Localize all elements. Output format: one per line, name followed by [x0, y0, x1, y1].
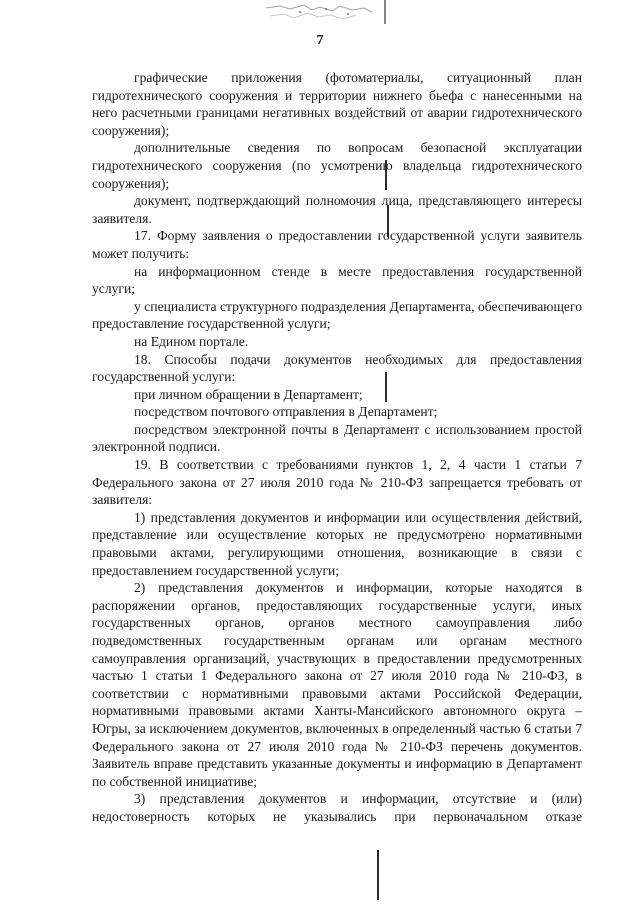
document-body — [92, 69, 582, 826]
paragraph: 17. Форму заявления о предоставлении государственной услуги заявитель может получить: — [92, 228, 582, 261]
paragraph: на информационном стенде в месте предоставления государственной услуги; — [92, 263, 582, 297]
scan-line-mark — [377, 850, 379, 900]
paragraph: графические приложения (фотоматериалы, ситуационный план гидротехнического сооружения и территории нижнего бьефа с нанесенными на него расчетными границами негативных воздействий от аварии гидротехнического сооружения); — [92, 70, 582, 138]
paragraph: 3) представления документов и информации, отсутствие и (или) недостоверность которых не указывались при первоначальном отказе — [92, 791, 582, 824]
paragraph: 18. Способы подачи документов необходимых для предоставления государственной услуги: — [92, 351, 582, 385]
paragraph: посредством электронной почты в Департамент с использованием простой электронной подписи. — [92, 421, 582, 455]
page-number: 7 — [316, 33, 324, 48]
paragraph: 19. В соответствии с требованиями пунктов 1, 2, 4 части 1 статьи 7 Федерального закона от 27 июля 2010 года № 210-ФЗ запрещается требовать от заявителя: — [92, 457, 582, 508]
paragraph: 2) представления документов и информации, которые находятся в распоряжении органов, предоставляющих государственные услуги, иных государственных органов, органов местного самоуправления либо подведомственных государственным органам или органам местного самоуправления организаций, участвующих в предоставлении предусмотренных частью 1 статьи 1 Федерального закона от 27 июля 2010 года № 210-ФЗ, в соответствии с нормативными правовыми актами Российской Федерации, нормативными правовыми актами Ханты-Мансийского автономного округа – Югры, за исключением документов, включенных в определенный частью 6 статьи 7 Федерального закона от 27 июля 2010 года № 210-ФЗ перечень документов. Заявитель вправе представить указанные документы и информацию в Департамент по собственной инициативе; — [92, 580, 582, 789]
paragraph: дополнительные сведения по вопросам безопасной эксплуатации гидротехнического сооружения (по усмотрению владельца гидротехнического сооружения); — [92, 140, 582, 191]
paragraph: 1) представления документов и информации или осуществления действий, представление или осуществление которых не предусмотрено нормативными правовыми актами, регулирующими отношения, возникающие в связи с предоставлением государственной услуги; — [92, 509, 582, 578]
paragraph: документ, подтверждающий полномочия лица, представляющего интересы заявителя. — [92, 193, 582, 226]
paragraph: при личном обращении в Департамент; — [134, 386, 363, 402]
scan-artifact — [260, 0, 410, 26]
paragraph: на Едином портале. — [134, 333, 249, 349]
paragraph: у специалиста структурного подразделения Департамента, обеспечивающего предоставление государственной услуги; — [92, 298, 582, 332]
paragraph: посредством почтового отправления в Департамент; — [134, 404, 438, 420]
